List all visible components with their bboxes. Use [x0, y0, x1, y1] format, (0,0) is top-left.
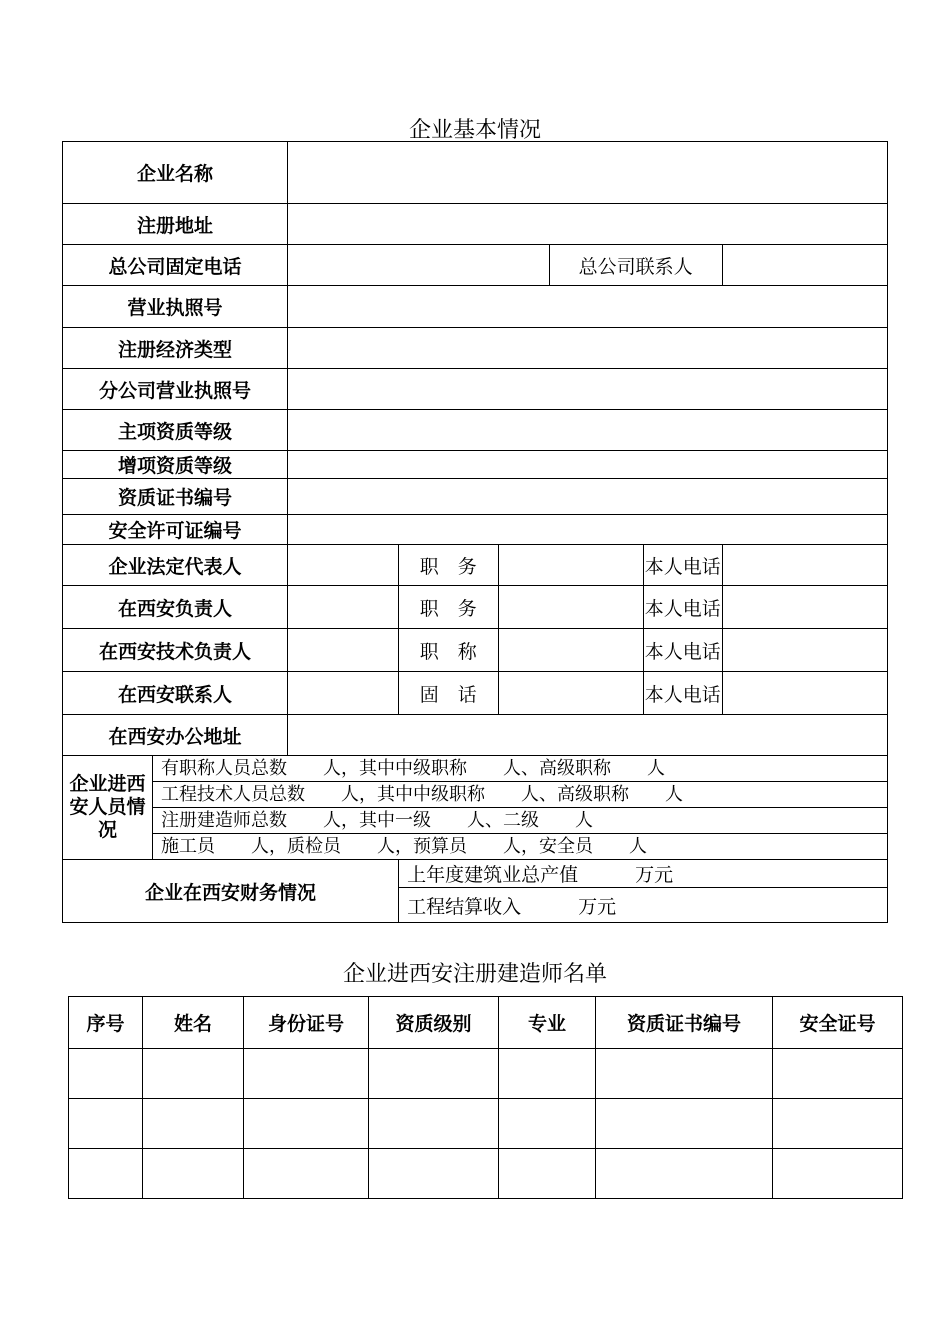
legal-rep-phone-field[interactable] [722, 545, 887, 586]
add-qual-label: 增项资质等级 [63, 451, 288, 479]
branch-license-field[interactable] [288, 369, 888, 410]
col-header-cert: 资质证书编号 [596, 997, 773, 1049]
table-row [69, 1099, 903, 1149]
reg-address-field[interactable] [288, 204, 888, 245]
legal-rep-position-field[interactable] [498, 545, 644, 586]
hq-phone-field[interactable] [288, 245, 550, 286]
staff-line-2: 工程技术人员总数 人，其中中级职称 人、高级职称 人 [153, 782, 888, 808]
staff-line-1: 有职称人员总数 人，其中中级职称 人、高级职称 人 [153, 756, 888, 782]
col-header-id: 身份证号 [244, 997, 369, 1049]
staff-line-4: 施工员 人，质检员 人，预算员 人，安全员 人 [153, 834, 888, 860]
finance-header-label: 企业在西安财务情况 [63, 860, 399, 923]
table-cell[interactable] [596, 1049, 773, 1099]
table-cell[interactable] [499, 1049, 596, 1099]
xa-manager-field[interactable] [288, 586, 399, 629]
xa-contact-phone-field[interactable] [722, 672, 887, 715]
safety-permit-label: 安全许可证编号 [63, 515, 288, 545]
qual-cert-field[interactable] [288, 479, 888, 515]
col-header-major: 专业 [499, 997, 596, 1049]
col-header-safety: 安全证号 [773, 997, 903, 1049]
table-cell[interactable] [773, 1149, 903, 1199]
table-row [69, 1049, 903, 1099]
table-cell[interactable] [499, 1149, 596, 1199]
table-cell[interactable] [499, 1099, 596, 1149]
xa-manager-phone-field[interactable] [722, 586, 887, 629]
table-cell[interactable] [773, 1049, 903, 1099]
table-cell[interactable] [69, 1049, 143, 1099]
table-cell[interactable] [773, 1099, 903, 1149]
xa-manager-label: 在西安负责人 [63, 586, 288, 629]
roster-table [68, 996, 903, 1199]
main-qual-field[interactable] [288, 410, 888, 451]
table-cell[interactable] [244, 1149, 369, 1199]
col-header-level: 资质级别 [369, 997, 499, 1049]
roster-title: 企业进西安注册建造师名单 [342, 962, 607, 987]
table-cell[interactable] [369, 1149, 499, 1199]
xa-tech-title-label: 职 称 [399, 629, 498, 672]
xa-contact-field[interactable] [288, 672, 399, 715]
basic-info-table [62, 141, 888, 923]
company-name-label: 企业名称 [63, 142, 288, 204]
add-qual-field[interactable] [288, 451, 888, 479]
staff-header-label: 企业进西安人员情况 [63, 756, 153, 860]
branch-license-label: 分公司营业执照号 [63, 369, 288, 410]
table-cell[interactable] [596, 1149, 773, 1199]
col-header-name: 姓名 [143, 997, 244, 1049]
table-cell[interactable] [143, 1149, 244, 1199]
xa-tech-field[interactable] [288, 629, 399, 672]
table-cell[interactable] [244, 1049, 369, 1099]
table-cell[interactable] [143, 1099, 244, 1149]
table-cell[interactable] [69, 1099, 143, 1149]
basic-info-title: 企业基本情况 [408, 118, 541, 143]
col-header-seq: 序号 [69, 997, 143, 1049]
license-label: 营业执照号 [63, 286, 288, 328]
xa-contact-label: 在西安联系人 [63, 672, 288, 715]
hq-contact-label: 总公司联系人 [549, 245, 722, 286]
finance-line-1: 上年度建筑业总产值 万元 [399, 860, 888, 888]
econ-type-field[interactable] [288, 328, 888, 369]
table-cell[interactable] [244, 1099, 369, 1149]
xa-manager-phone-label: 本人电话 [644, 586, 723, 629]
xa-tech-title-field[interactable] [498, 629, 644, 672]
hq-phone-label: 总公司固定电话 [63, 245, 288, 286]
reg-address-label: 注册地址 [63, 204, 288, 245]
qual-cert-label: 资质证书编号 [63, 479, 288, 515]
company-name-field[interactable] [288, 142, 888, 204]
staff-line-3: 注册建造师总数 人，其中一级 人、二级 人 [153, 808, 888, 834]
xa-office-label: 在西安办公地址 [63, 715, 288, 756]
main-qual-label: 主项资质等级 [63, 410, 288, 451]
table-cell[interactable] [369, 1049, 499, 1099]
safety-permit-field[interactable] [288, 515, 888, 545]
xa-contact-landline-field[interactable] [498, 672, 644, 715]
xa-tech-phone-field[interactable] [722, 629, 887, 672]
license-field[interactable] [288, 286, 888, 328]
xa-contact-landline-label: 固 话 [399, 672, 498, 715]
table-cell[interactable] [596, 1099, 773, 1149]
xa-manager-position-label: 职 务 [399, 586, 498, 629]
table-cell[interactable] [369, 1099, 499, 1149]
xa-tech-label: 在西安技术负责人 [63, 629, 288, 672]
hq-contact-field[interactable] [722, 245, 887, 286]
econ-type-label: 注册经济类型 [63, 328, 288, 369]
table-row [69, 1149, 903, 1199]
legal-rep-phone-label: 本人电话 [644, 545, 723, 586]
legal-rep-field[interactable] [288, 545, 399, 586]
xa-contact-phone-label: 本人电话 [644, 672, 723, 715]
xa-office-field[interactable] [288, 715, 888, 756]
table-cell[interactable] [69, 1149, 143, 1199]
legal-rep-position-label: 职 务 [399, 545, 498, 586]
finance-line-2: 工程结算收入 万元 [399, 888, 888, 923]
legal-rep-label: 企业法定代表人 [63, 545, 288, 586]
table-cell[interactable] [143, 1049, 244, 1099]
xa-tech-phone-label: 本人电话 [644, 629, 723, 672]
xa-manager-position-field[interactable] [498, 586, 644, 629]
